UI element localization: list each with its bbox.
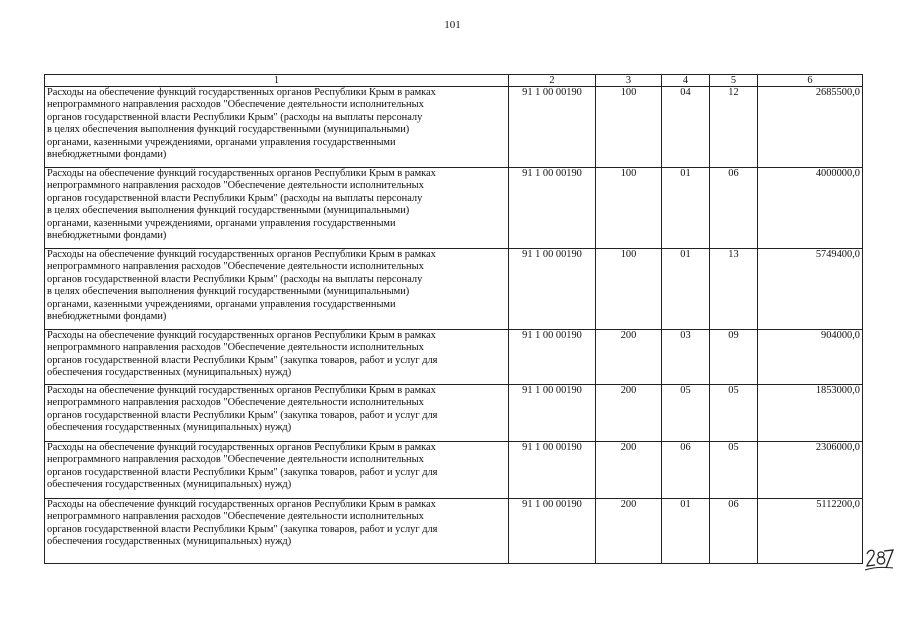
description-line: обеспечения государственных (муниципальных) нужд) bbox=[47, 479, 292, 491]
amount-cell: 4000000,0 bbox=[758, 168, 863, 249]
table-row bbox=[45, 330, 863, 385]
section-cell: 01 bbox=[662, 499, 710, 564]
amount-cell: 2306000,0 bbox=[758, 442, 863, 499]
description-line: непрограммного направления расходов "Обеспечение деятельности исполнительных bbox=[47, 511, 424, 523]
description-line: органов государственной власти Республики Крым" (закупка товаров, работ и услуг для bbox=[47, 523, 438, 535]
target-article-cell: 91 1 00 00190 bbox=[509, 168, 596, 249]
section-cell: 01 bbox=[662, 249, 710, 330]
description-line: внебюджетными фондами) bbox=[47, 311, 167, 323]
description-line: органами, казенными учреждениями, органами управления государственными bbox=[47, 298, 396, 310]
description-line: внебюджетными фондами) bbox=[47, 149, 167, 161]
table-row bbox=[45, 442, 863, 499]
description-line: непрограммного направления расходов "Обеспечение деятельности исполнительных bbox=[47, 180, 424, 192]
header-row bbox=[45, 75, 863, 87]
description-line: непрограммного направления расходов "Обеспечение деятельности исполнительных bbox=[47, 454, 424, 466]
target-article-cell: 91 1 00 00190 bbox=[509, 385, 596, 442]
subsection-cell: 06 bbox=[710, 168, 758, 249]
description-line: органов государственной власти Республики Крым" (расходы на выплаты персоналу bbox=[47, 192, 423, 204]
table-row bbox=[45, 249, 863, 330]
description-line: обеспечения государственных (муниципальных) нужд) bbox=[47, 422, 292, 434]
description-line: в целях обеспечения выполнения функций государственными (муниципальными) bbox=[47, 205, 410, 217]
description-line: Расходы на обеспечение функций государственных органов Республики Крым в рамках bbox=[47, 385, 436, 396]
header-cell: 1 bbox=[45, 75, 509, 87]
description-line: в целях обеспечения выполнения функций государственными (муниципальными) bbox=[47, 286, 410, 298]
header-cell: 2 bbox=[509, 75, 596, 87]
description-line: органов государственной власти Республики Крым" (закупка товаров, работ и услуг для bbox=[47, 354, 438, 366]
description-cell bbox=[45, 499, 509, 564]
description-line: обеспечения государственных (муниципальных) нужд) bbox=[47, 536, 292, 548]
description-line: непрограммного направления расходов "Обеспечение деятельности исполнительных bbox=[47, 99, 424, 111]
description-line: непрограммного направления расходов "Обеспечение деятельности исполнительных bbox=[47, 397, 424, 409]
header-cell: 5 bbox=[710, 75, 758, 87]
subsection-cell: 12 bbox=[710, 87, 758, 168]
description-line: органов государственной власти Республики Крым" (расходы на выплаты персоналу bbox=[47, 273, 423, 285]
subsection-cell: 05 bbox=[710, 442, 758, 499]
section-cell: 01 bbox=[662, 168, 710, 249]
header-cell: 6 bbox=[758, 75, 863, 87]
expense-kind-cell: 200 bbox=[596, 330, 662, 385]
handwritten-page-number bbox=[864, 546, 894, 574]
target-article-cell: 91 1 00 00190 bbox=[509, 87, 596, 168]
section-cell: 04 bbox=[662, 87, 710, 168]
target-article-cell: 91 1 00 00190 bbox=[509, 249, 596, 330]
description-line: органов государственной власти Республики Крым" (расходы на выплаты персоналу bbox=[47, 111, 423, 123]
description-line: органов государственной власти Республики Крым" (закупка товаров, работ и услуг для bbox=[47, 466, 438, 478]
subsection-cell: 09 bbox=[710, 330, 758, 385]
description-line: в целях обеспечения выполнения функций государственными (муниципальными) bbox=[47, 124, 410, 136]
section-cell: 06 bbox=[662, 442, 710, 499]
expense-kind-cell: 100 bbox=[596, 87, 662, 168]
expense-kind-cell: 100 bbox=[596, 168, 662, 249]
expense-kind-cell: 100 bbox=[596, 249, 662, 330]
subsection-cell: 05 bbox=[710, 385, 758, 442]
subsection-cell: 06 bbox=[710, 499, 758, 564]
description-cell bbox=[45, 330, 509, 385]
description-line: Расходы на обеспечение функций государственных органов Республики Крым в рамках bbox=[47, 330, 436, 341]
target-article-cell: 91 1 00 00190 bbox=[509, 330, 596, 385]
header-cell: 4 bbox=[662, 75, 710, 87]
description-line: Расходы на обеспечение функций государственных органов Республики Крым в рамках bbox=[47, 499, 436, 510]
table-row bbox=[45, 168, 863, 249]
expense-kind-cell: 200 bbox=[596, 442, 662, 499]
description-line: Расходы на обеспечение функций государственных органов Республики Крым в рамках bbox=[47, 87, 436, 98]
table-row bbox=[45, 87, 863, 168]
description-cell bbox=[45, 385, 509, 442]
description-line: Расходы на обеспечение функций государственных органов Республики Крым в рамках bbox=[47, 168, 436, 179]
section-cell: 03 bbox=[662, 330, 710, 385]
amount-cell: 5112200,0 bbox=[758, 499, 863, 564]
description-line: непрограммного направления расходов "Обеспечение деятельности исполнительных bbox=[47, 342, 424, 354]
description-line: обеспечения государственных (муниципальных) нужд) bbox=[47, 367, 292, 379]
description-cell bbox=[45, 168, 509, 249]
description-line: органами, казенными учреждениями, органами управления государственными bbox=[47, 217, 396, 229]
description-cell bbox=[45, 249, 509, 330]
description-line: Расходы на обеспечение функций государственных органов Республики Крым в рамках bbox=[47, 442, 436, 453]
expense-kind-cell: 200 bbox=[596, 499, 662, 564]
amount-cell: 5749400,0 bbox=[758, 249, 863, 330]
target-article-cell: 91 1 00 00190 bbox=[509, 499, 596, 564]
subsection-cell: 13 bbox=[710, 249, 758, 330]
description-cell bbox=[45, 87, 509, 168]
section-cell: 05 bbox=[662, 385, 710, 442]
table-row bbox=[45, 499, 863, 564]
amount-cell: 904000,0 bbox=[758, 330, 863, 385]
description-cell bbox=[45, 442, 509, 499]
header-cell: 3 bbox=[596, 75, 662, 87]
target-article-cell: 91 1 00 00190 bbox=[509, 442, 596, 499]
description-line: внебюджетными фондами) bbox=[47, 230, 167, 242]
amount-cell: 2685500,0 bbox=[758, 87, 863, 168]
amount-cell: 1853000,0 bbox=[758, 385, 863, 442]
budget-table bbox=[44, 74, 863, 564]
table-row bbox=[45, 385, 863, 442]
expense-kind-cell: 200 bbox=[596, 385, 662, 442]
description-line: органов государственной власти Республики Крым" (закупка товаров, работ и услуг для bbox=[47, 409, 438, 421]
description-line: Расходы на обеспечение функций государственных органов Республики Крым в рамках bbox=[47, 249, 436, 260]
page-number: 101 bbox=[444, 19, 461, 31]
description-line: органами, казенными учреждениями, органами управления государственными bbox=[47, 136, 396, 148]
description-line: непрограммного направления расходов "Обеспечение деятельности исполнительных bbox=[47, 261, 424, 273]
